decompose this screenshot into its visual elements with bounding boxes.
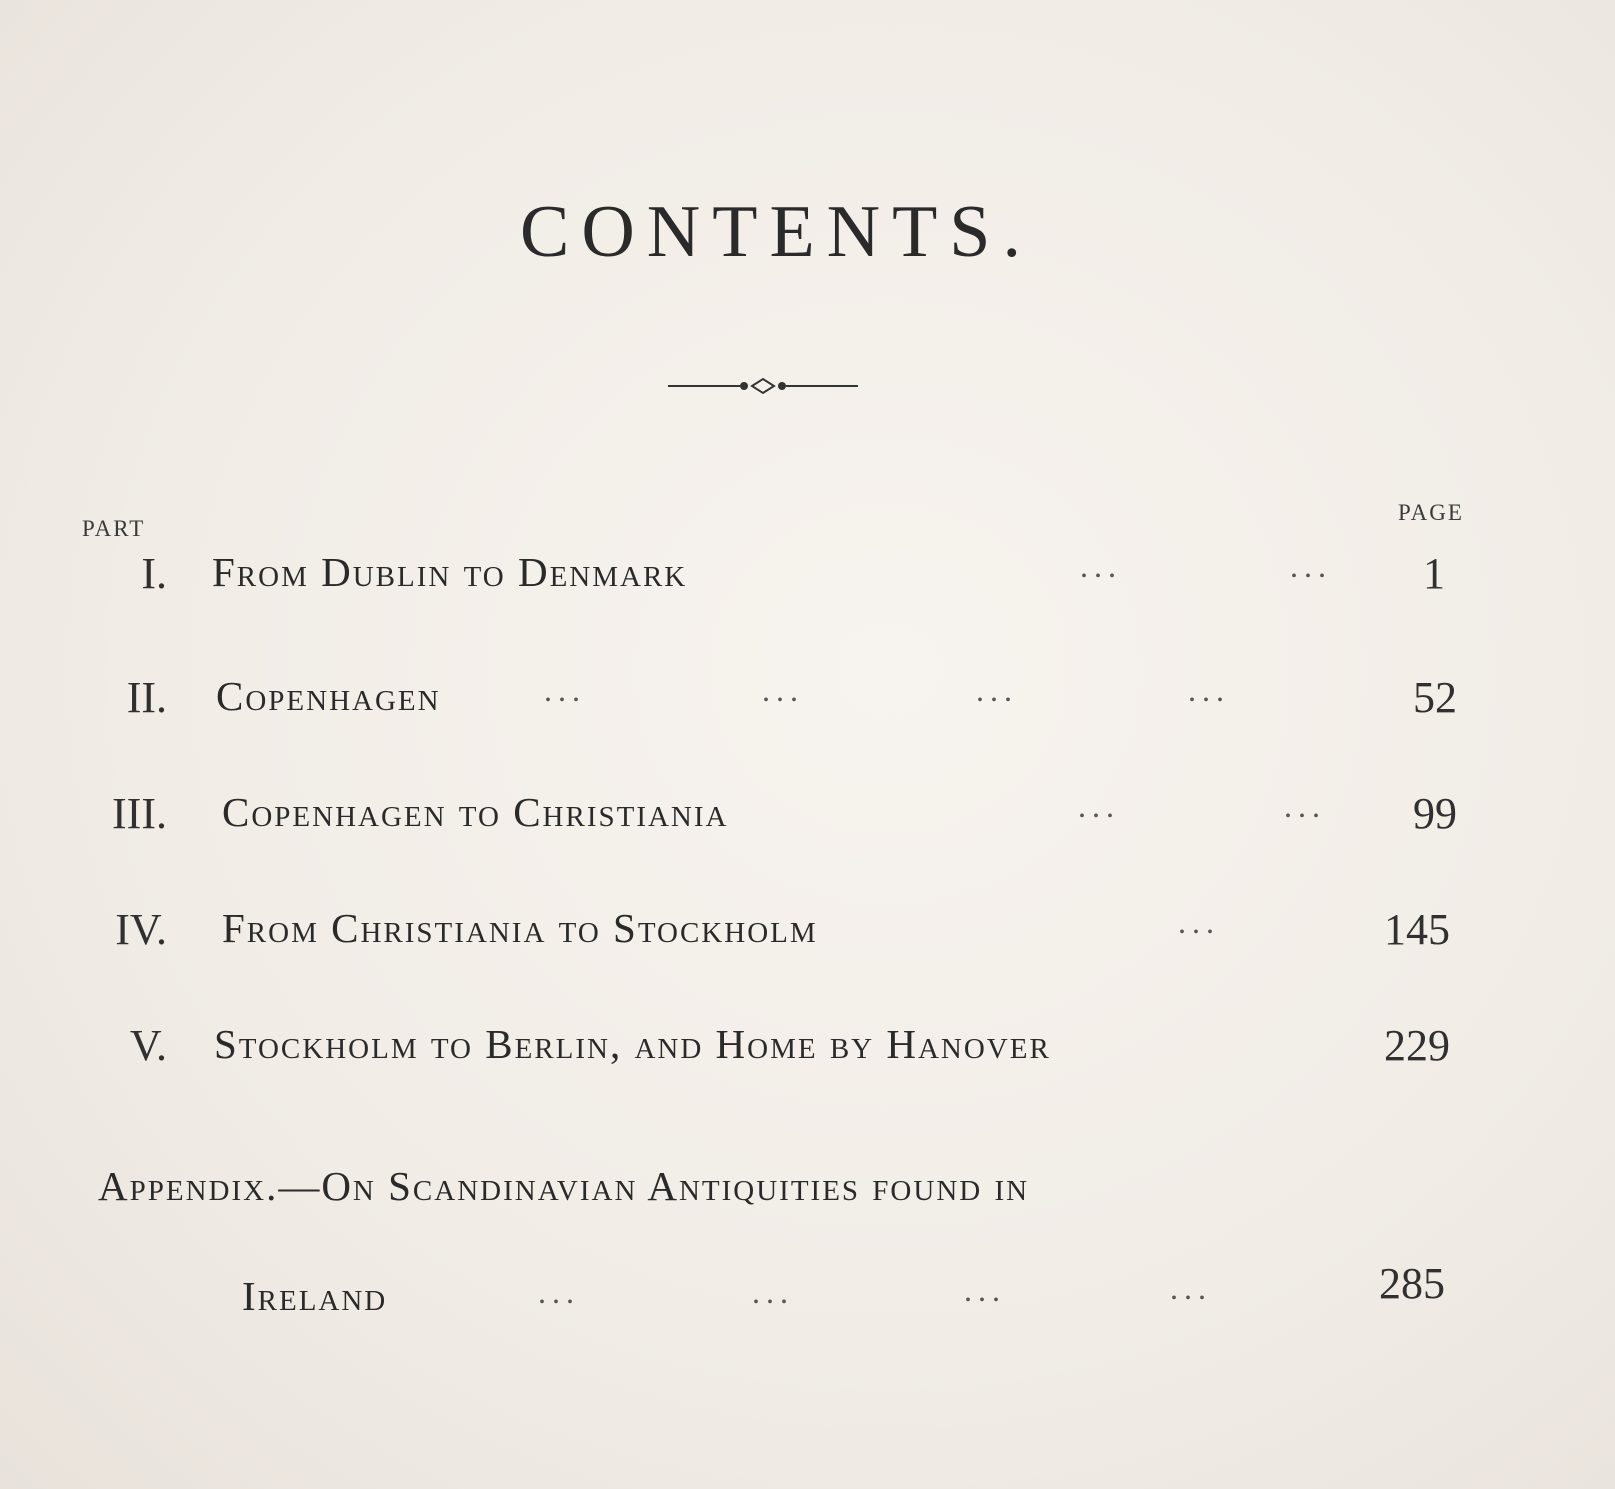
leader-dots: ... xyxy=(538,1274,580,1310)
entry-title: Copenhagen xyxy=(216,673,441,719)
part-numeral: III. xyxy=(112,789,167,838)
leader-dots: ... xyxy=(1290,548,1332,584)
entry-title: Copenhagen to Christiania xyxy=(222,789,729,835)
part-column-label: PART xyxy=(82,516,146,541)
leader-dots: ... xyxy=(1188,672,1230,708)
page-number: 52 xyxy=(1413,673,1457,722)
toc-entry xyxy=(0,548,1615,608)
leader-dots: ... xyxy=(976,672,1018,708)
page-number: 1 xyxy=(1423,549,1445,598)
appendix-title: Appendix.—On Scandinavian Antiquities found in xyxy=(98,1163,1030,1209)
leader-dots: ... xyxy=(964,1272,1006,1308)
page-title: CONTENTS. xyxy=(520,191,1033,273)
page-number: 145 xyxy=(1384,905,1450,954)
page-number: 285 xyxy=(1379,1259,1445,1308)
part-numeral: V. xyxy=(129,1021,167,1070)
page-column-label: PAGE xyxy=(1398,500,1464,525)
entry-title: From Christiania to Stockholm xyxy=(222,905,818,951)
page-number: 229 xyxy=(1384,1021,1450,1070)
toc-entry xyxy=(0,788,1615,848)
leader-dots: ... xyxy=(1284,788,1326,824)
appendix-title-continued: Ireland xyxy=(242,1273,388,1319)
leader-dots: ... xyxy=(1170,1270,1212,1306)
leader-dots: ... xyxy=(1080,548,1122,584)
part-numeral: I. xyxy=(141,549,167,598)
part-numeral: II. xyxy=(126,673,167,722)
appendix-entry xyxy=(0,1259,1615,1322)
leader-dots: ... xyxy=(752,1274,794,1310)
entry-title: From Dublin to Denmark xyxy=(212,549,688,595)
leader-dots: ... xyxy=(1078,788,1120,824)
ornament-divider xyxy=(668,374,858,398)
toc-entry xyxy=(0,672,1615,732)
leader-dots: ... xyxy=(1178,904,1220,940)
page-number: 99 xyxy=(1413,789,1457,838)
toc-entry xyxy=(0,1020,1615,1080)
entry-title: Stockholm to Berlin, and Home by Hanover xyxy=(214,1021,1051,1067)
leader-dots: ... xyxy=(762,672,804,708)
part-numeral: IV. xyxy=(115,905,167,954)
toc-entry xyxy=(0,904,1615,964)
leader-dots: ... xyxy=(544,672,586,708)
